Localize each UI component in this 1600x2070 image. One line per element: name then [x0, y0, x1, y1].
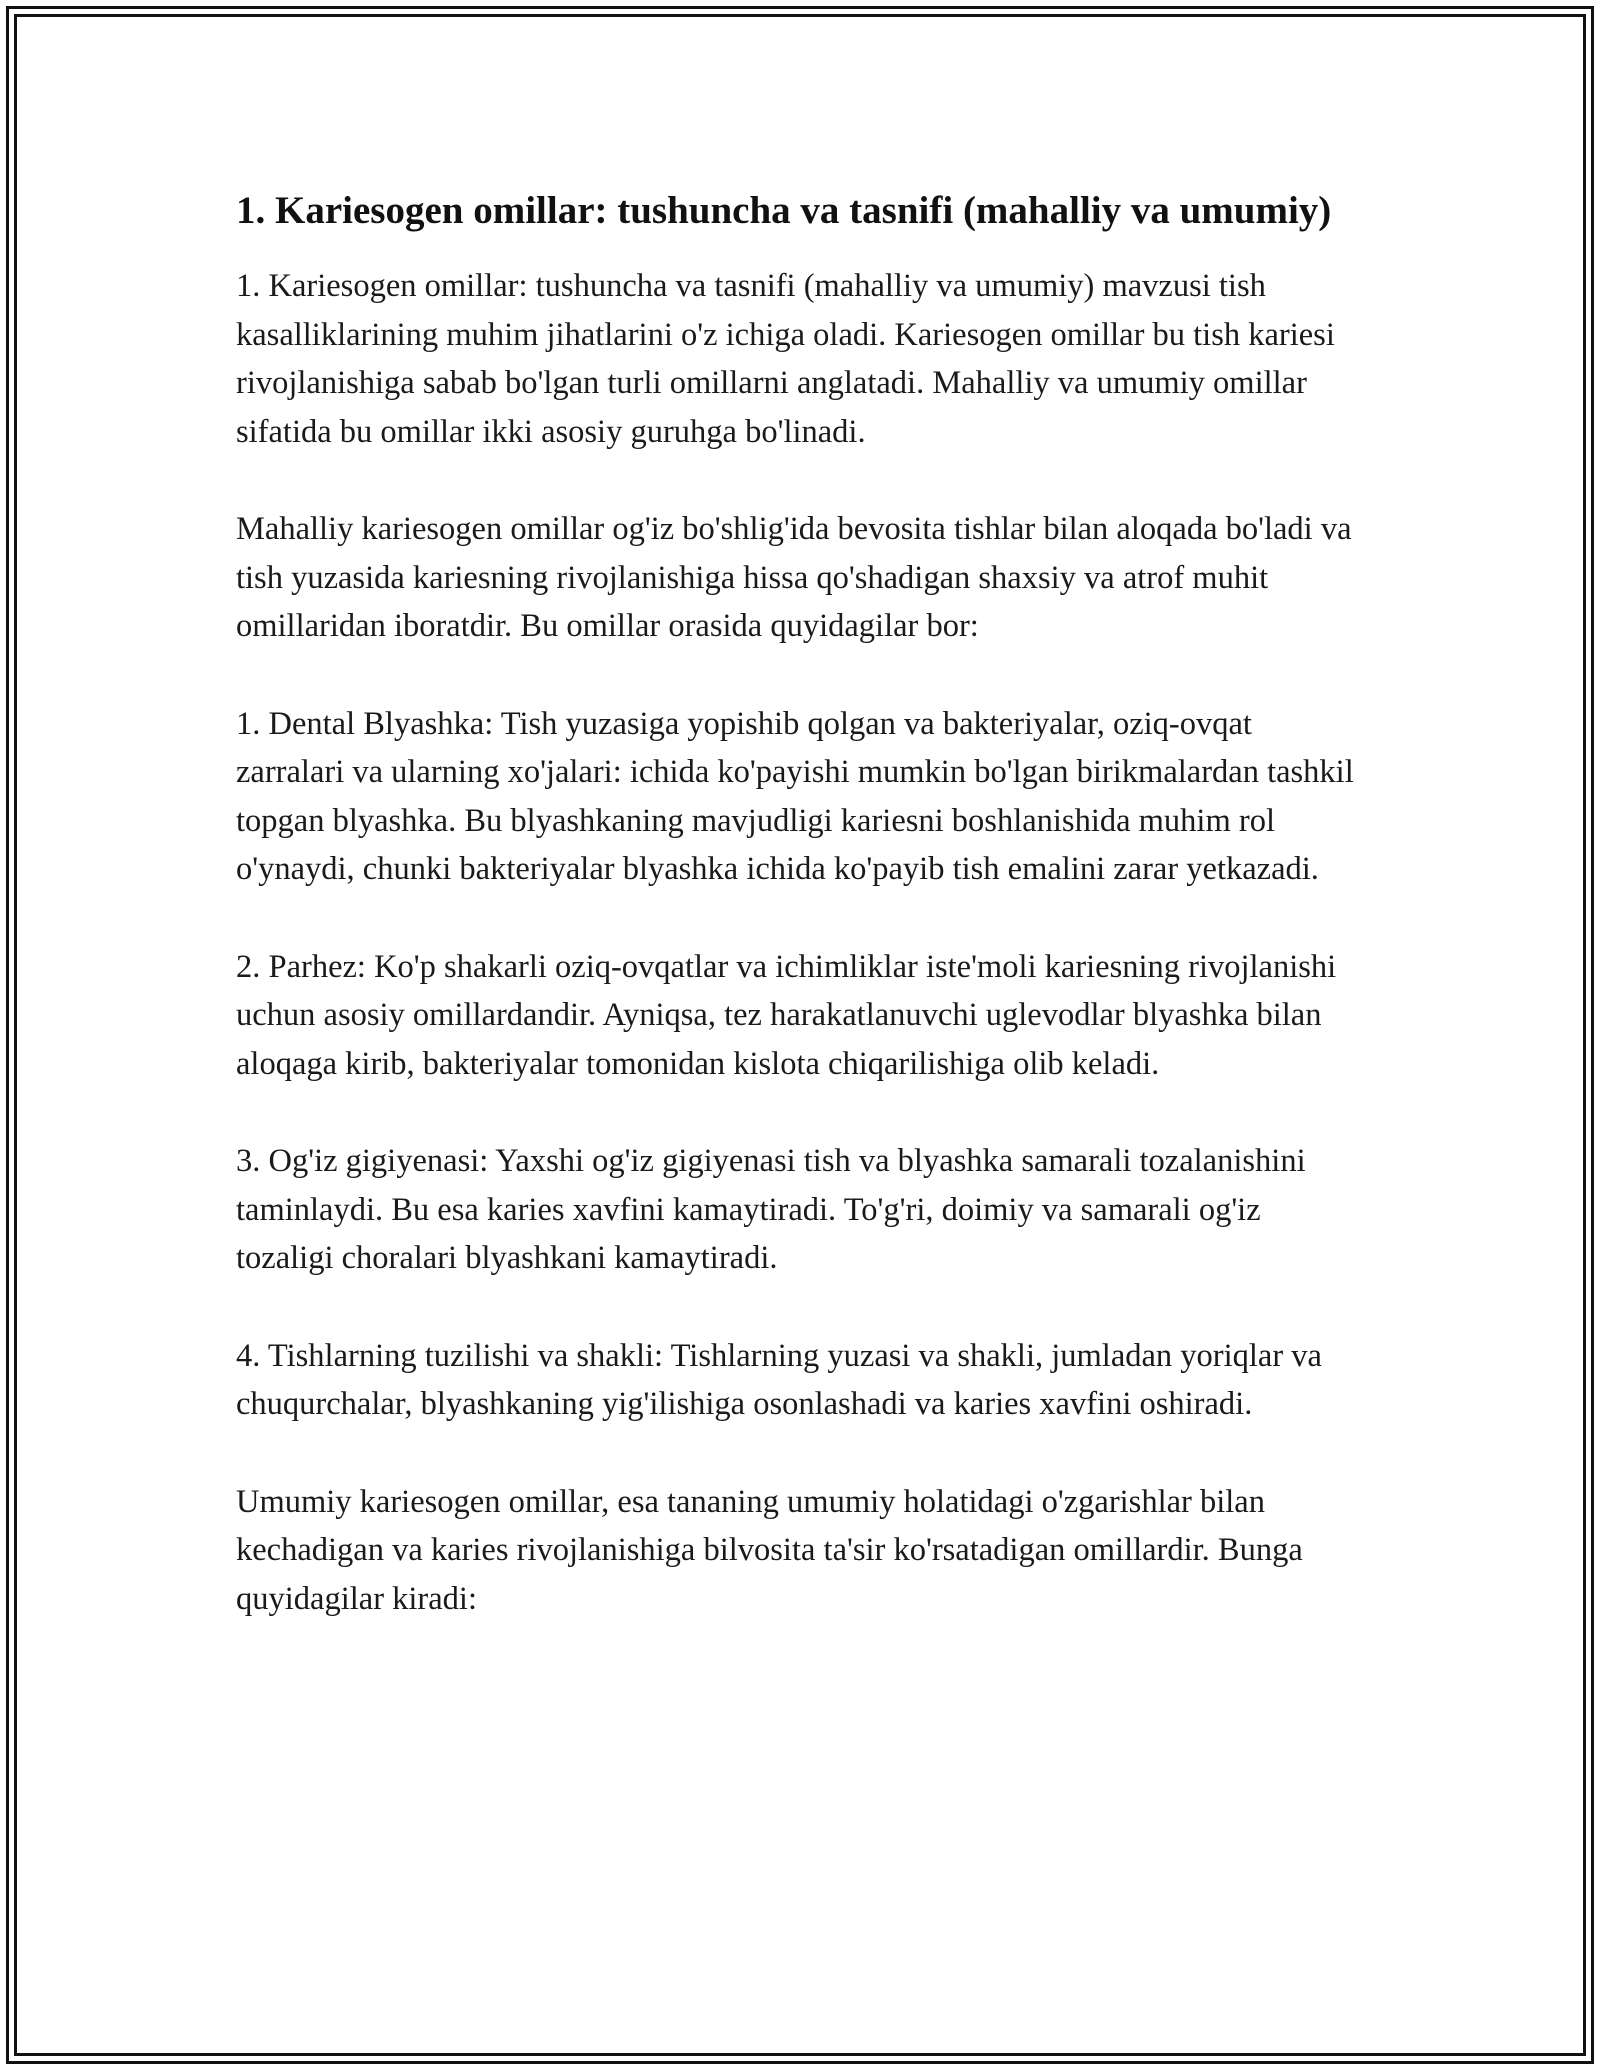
paragraph-dental-plaque: 1. Dental Blyashka: Tish yuzasiga yopishib qolgan va bakteriyalar, oziq-ovqat zarralari va ularning xo'jalari: ichida ko'payishi mumkin bo'lgan birikmalardan tashkil topgan blyashka. Bu blyashkaning mavjudligi kariesni boshlanishida muhim rol o'ynaydi, chunki bakteriyalar blyashka ichida ko'payib tish emalini zarar yetkazadi.	[236, 705, 1354, 887]
paragraph-local-factors: Mahalliy kariesogen omillar og'iz bo'shlig'ida bevosita tishlar bilan aloqada bo'ladi va tish yuzasida kariesning rivojlanishiga hissa qo'shadigan shaxsiy va atrof muhit omillaridan iboratdir. Bu omillar orasida quyidagilar bor:	[236, 511, 1352, 644]
document-title: 1. Kariesogen omillar: tushuncha va tasnifi (mahalliy va umumiy)	[236, 189, 1332, 232]
paragraph-tooth-structure: 4. Tishlarning tuzilishi va shakli: Tishlarning yuzasi va shakli, jumladan yoriqlar va chuqurchalar, blyashkaning yig'ilishiga osonlashadi va karies xavfini oshiradi.	[236, 1337, 1322, 1422]
paragraph-diet: 2. Parhez: Ko'p shakarli oziq-ovqatlar va ichimliklar iste'moli kariesning rivojlanishi uchun asosiy omillardandir. Ayniqsa, tez harakatlanuvchi uglevodlar blyashka bilan aloqaga kirib, bakteriyalar tomonidan kislota chiqarilishiga olib keladi.	[236, 948, 1337, 1082]
paragraph-general-factors: Umumiy kariesogen omillar, esa tananing umumiy holatidagi o'zgarishlar bilan kechadigan va karies rivojlanishiga bilvosita ta'sir ko'rsatadigan omillardir. Bunga quyidagilar kiradi:	[236, 1483, 1303, 1617]
document-body	[236, 182, 1366, 1672]
paragraph-intro: 1. Kariesogen omillar: tushuncha va tasnifi (mahalliy va umumiy) mavzusi tish kasalliklarining muhim jihatlarini o'z ichiga oladi. Kariesogen omillar bu tish kariesi rivojlanishiga sabab bo'lgan turli omillarni anglatadi. Mahalliy va umumiy omillar sifatida bu omillar ikki asosiy guruhga bo'linadi.	[236, 268, 1335, 450]
paragraph-oral-hygiene: 3. Og'iz gigiyenasi: Yaxshi og'iz gigiyenasi tish va blyashka samarali tozalanishini taminlaydi. Bu esa karies xavfini kamaytiradi. To'g'ri, doimiy va samarali og'iz tozaligi choralari blyashkani kamaytiradi.	[236, 1143, 1306, 1276]
